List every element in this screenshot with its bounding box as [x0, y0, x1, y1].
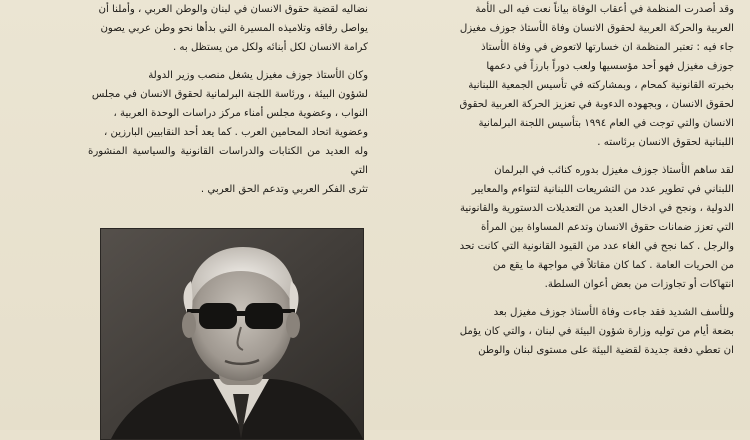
text-line: جوزف مغيزل فهو أحد مؤسسيها ولعب دوراً بارزاً في دعمها: [486, 61, 734, 72]
text-line: نضاليه لقضية حقوق الانسان في لبنان والوطن العربي ، وأملنا أن: [98, 4, 368, 15]
portrait-illustration: [101, 229, 363, 439]
text-line: تثرى الفكر العربي وتدعم الحق العربي .: [200, 184, 368, 195]
text-line: بضعة أيام من توليه وزارة شؤون البيئة في لبنان ، والتي كان يؤمل: [459, 326, 734, 337]
text-line: لحقوق الانسان ، وبجهوده الدءوبة في تعزيز الحركة العربية لحقوق: [459, 99, 734, 110]
text-line: والرجل . كما نجح في الغاء عدد من القيود القانونية التي كانت تحد: [459, 241, 734, 252]
text-line: لقد ساهم الأستاذ جوزف مغيزل بدوره كنائب في البرلمان: [494, 165, 734, 176]
text-line: لشؤون البيئة ، ورئاسة اللجنة البرلمانية لحقوق الانسان في مجلس: [91, 89, 368, 100]
text-line: الانسان والتي توجت في العام ١٩٩٤ بتأسيس اللجنة البرلمانية: [478, 118, 734, 129]
text-line: ان تعطي دفعة جديدة لقضية البيئة على مستوى لبنان والوطن: [478, 345, 734, 356]
text-line: وكان الأستاذ جوزف مغيزل يشغل منصب وزير الدولة: [148, 70, 368, 81]
text-line: التي تعزز ضمانات حقوق الانسان وتدعم المساواة بين المرأة: [481, 222, 734, 233]
text-line: وقد أصدرت المنظمة في أعقاب الوفاة بياناً نعت فيه الى الأمة: [475, 4, 734, 15]
text-line: يواصل رفاقه وتلاميذه المسيرة التي بدأها نحو وطن عربي يصون: [100, 23, 368, 34]
text-line: العربية والحركة العربية لحقوق الانسان وفاة الأستاذ جوزف مغيزل: [459, 23, 734, 34]
text-line: الدولية ، ونجح في ادخال العديد من التعديلات الدستورية والقانونية: [459, 203, 734, 214]
text-line: اللبناني في تطوير عدد من التشريعات اللبنانية لتتواءم والمعايير: [471, 184, 734, 195]
text-line: وللأسف الشديد فقد جاءت وفاة الأستاذ جوزف مغيزل بعد: [493, 307, 734, 318]
text-line: من الحريات العامة . كما كان مقاتلاً في مواجهة ما يقع من: [492, 260, 734, 271]
paragraph-gap: [382, 294, 734, 303]
portrait-photo: [100, 228, 364, 440]
text-line: جاء فيه : تعتبر المنظمة ان خسارتها لاتعوض في وفاة الأستاذ: [481, 42, 734, 53]
text-line: بخبرته القانونية كمحام ، وبمشاركته في تأسيس الجمعية اللبنانية: [468, 80, 734, 91]
text-line: النواب ، وعضوية مجلس أمناء مركز دراسات الوحدة العربية ،: [113, 108, 368, 119]
right-text-column: [382, 0, 734, 360]
text-line: اللبنانية لحقوق الانسان برئاسته .: [597, 137, 734, 148]
paragraph-gap: [382, 152, 734, 161]
left-text-column: [88, 0, 368, 199]
text-line: وعضوية اتحاد المحامين العرب . كما يعد أحد النقابيين البارزين ،: [104, 127, 368, 138]
text-line: كرامة الانسان لكل أبنائه ولكل من يستظل به .: [172, 42, 368, 53]
text-line: انتهاكات أو تجاوزات من بعض أعوان السلطة.: [544, 279, 734, 290]
text-line: وله العديد من الكتابات والدراسات القانونية والسياسية المنشورة التي: [88, 146, 368, 176]
paragraph-gap: [88, 57, 368, 66]
